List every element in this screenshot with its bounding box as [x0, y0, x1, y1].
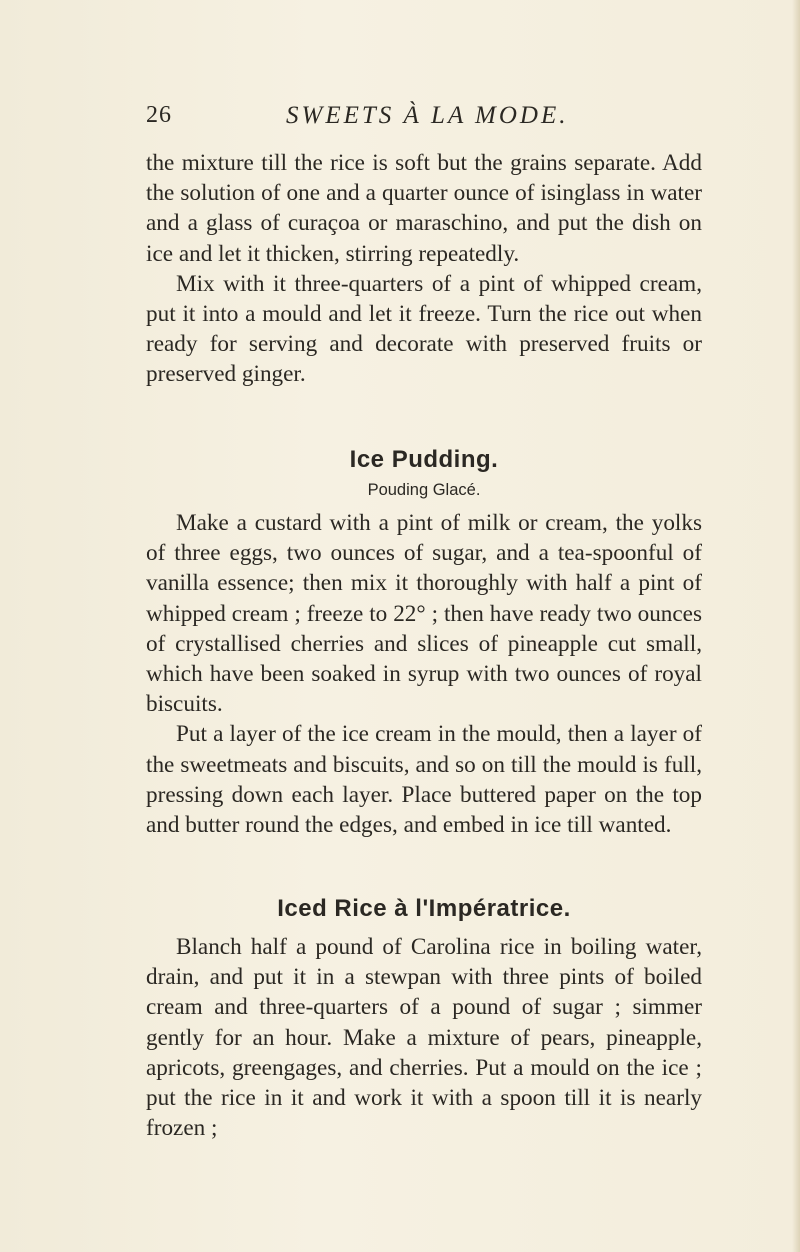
- paragraph: Put a layer of the ice cream in the mould, then a layer of the sweetmeats and biscuits, and so on till the mould is full, pressing down each layer. Place buttered paper on the top and butter round the edges, and embed in ice till wanted.: [146, 721, 702, 839]
- continuation-text: [146, 148, 702, 390]
- running-title: SWEETS À LA MODE.: [286, 102, 569, 129]
- running-header: [146, 102, 706, 132]
- recipe-body: [146, 508, 702, 840]
- recipe-body: [146, 932, 702, 1143]
- paragraph: Make a custard with a pint of milk or cream, the yolks of three eggs, two ounces of sugar, and a tea-spoonful of vanilla essence; then mix it thoroughly with half a pint of whipped cream ; freeze to 22° ; then have ready two ounces of crystallised cherries and slices of pineapple cut small, which have been soaked in syrup with two ounces of royal biscuits.: [146, 510, 702, 718]
- recipe-title: Ice Pudding.: [349, 446, 499, 473]
- recipe-subtitle: Pouding Glacé.: [367, 481, 481, 499]
- recipe-title: Iced Rice à l'Impératrice.: [277, 895, 571, 922]
- paragraph: the mixture till the rice is soft but the grains separate. Add the solution of one and a quarter ounce of isinglass in water and a glass of curaçoa or maraschino, and put the dish on ice and let it thicken, stirring repeatedly.: [146, 150, 702, 267]
- paragraph: Blanch half a pound of Carolina rice in boiling water, drain, and put it in a stewpan with three pints of boiled cream and three-quarters of a pound of sugar ; simmer gently for an hour. Make a mixture of pears, pineapple, apricots, greengages, and cherries. Put a mould on the ice ; put the rice in it and work it with a spoon till it is nearly frozen ;: [146, 934, 702, 1142]
- page-number: 26: [146, 102, 172, 128]
- page-edge-shadow: [792, 0, 800, 1252]
- paragraph: Mix with it three-quarters of a pint of whipped cream, put it into a mould and let it freeze. Turn the rice out when ready for serving and decorate with preserved fruits or preserved ginger.: [146, 270, 702, 388]
